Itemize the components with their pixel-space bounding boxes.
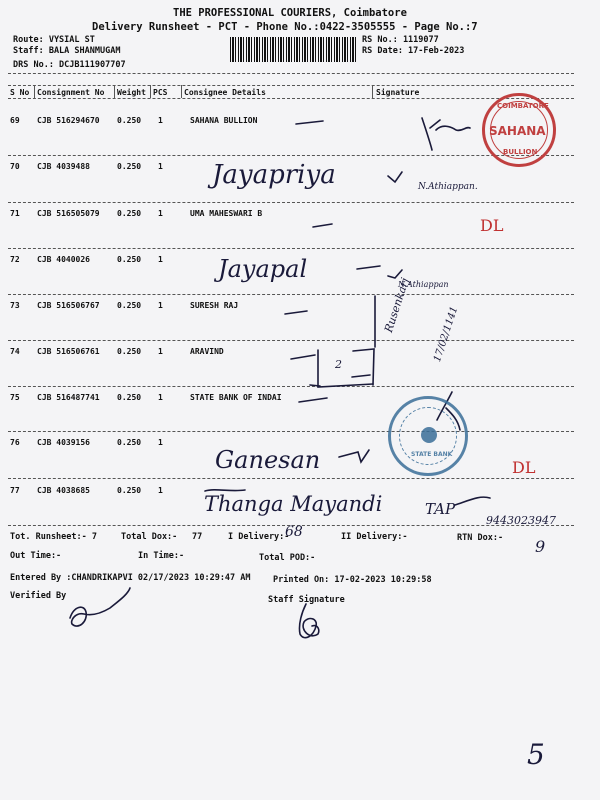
stamp-top-text: COIMBATORE bbox=[497, 102, 549, 110]
row-weight: 0.250 bbox=[117, 162, 142, 171]
row-weight: 0.250 bbox=[117, 438, 142, 447]
row-details: STATE BANK OF INDAI bbox=[190, 393, 282, 402]
printed-on: Printed On: 17-02-2023 10:29:58 bbox=[273, 575, 432, 585]
handwritten-vertical: Rusenkarj bbox=[382, 276, 412, 335]
out-time: Out Time:- bbox=[10, 551, 62, 561]
row-cons: CJB 4039156 bbox=[37, 438, 90, 447]
row-details: ARAVIND bbox=[190, 347, 224, 356]
handwritten-name: Jayapal bbox=[218, 255, 308, 283]
i-delivery: I Delivery:- bbox=[228, 532, 290, 542]
tot-runsheet: Tot. Runsheet:- 7 bbox=[10, 532, 97, 542]
row-sno: 77 bbox=[10, 486, 20, 495]
row-weight: 0.250 bbox=[117, 486, 142, 495]
row-cons: CJB 516505079 bbox=[37, 209, 100, 218]
staff-signature-label: Staff Signature bbox=[268, 595, 345, 605]
row-sno: 76 bbox=[10, 438, 20, 447]
handwritten-mark: TAP bbox=[425, 500, 456, 518]
handwritten-number: 9 bbox=[535, 537, 546, 556]
row-pcs: 1 bbox=[158, 255, 163, 264]
stamp-bottom-text: BULLION bbox=[503, 148, 538, 156]
handwritten-vertical: 17/02/1141 bbox=[432, 305, 461, 364]
handwritten-name: N.Athiappan. bbox=[418, 182, 478, 192]
row-sno: 72 bbox=[10, 255, 20, 264]
company-stamp bbox=[482, 93, 556, 167]
handwritten-mark: DL bbox=[512, 458, 536, 477]
bank-stamp bbox=[388, 396, 468, 476]
rs-date: RS Date: 17-Feb-2023 bbox=[362, 46, 465, 56]
row-weight: 0.250 bbox=[117, 347, 142, 356]
row-details: SURESH RAJ bbox=[190, 301, 239, 310]
row-cons: CJB 516506767 bbox=[37, 301, 100, 310]
row-pcs: 1 bbox=[158, 347, 163, 356]
handwritten-mark: DL bbox=[480, 216, 504, 235]
row-pcs: 1 bbox=[158, 116, 163, 125]
drs-text: DRS No.: DCJB111907707 bbox=[13, 60, 126, 70]
total-dox-label: Total Dox:- bbox=[121, 532, 178, 542]
handwritten-name: Thanga Mayandi bbox=[204, 492, 383, 516]
row-weight: 0.250 bbox=[117, 255, 142, 264]
staff-text: Staff: BALA SHANMUGAM bbox=[13, 46, 121, 56]
row-cons: CJB 4039488 bbox=[37, 162, 90, 171]
row-pcs: 1 bbox=[158, 438, 163, 447]
total-pod: Total POD:- bbox=[259, 553, 316, 563]
entered-by: Entered By :CHANDRIKAPVI 02/17/2023 10:29:47 AM bbox=[10, 573, 251, 583]
handwritten-number: 2 bbox=[335, 358, 342, 371]
row-cons: CJB 516487741 bbox=[37, 393, 100, 402]
row-pcs: 1 bbox=[158, 486, 163, 495]
col-consignee: Consignee Details bbox=[184, 88, 266, 97]
row-pcs: 1 bbox=[158, 162, 163, 171]
row-pcs: 1 bbox=[158, 209, 163, 218]
row-sno: 70 bbox=[10, 162, 20, 171]
handwritten-phone: 9443023947 bbox=[486, 514, 556, 527]
row-cons: CJB 516506761 bbox=[37, 347, 100, 356]
row-sno: 69 bbox=[10, 116, 20, 125]
row-pcs: 1 bbox=[158, 393, 163, 402]
ii-delivery: II Delivery:- bbox=[341, 532, 408, 542]
route-text: Route: VYSIAL ST bbox=[13, 35, 95, 45]
row-cons: CJB 4040026 bbox=[37, 255, 90, 264]
col-signature: Signature bbox=[376, 88, 420, 97]
col-consignment: Consignment No bbox=[37, 88, 105, 97]
row-sno: 75 bbox=[10, 393, 20, 402]
row-weight: 0.250 bbox=[117, 209, 142, 218]
row-sno: 74 bbox=[10, 347, 20, 356]
row-weight: 0.250 bbox=[117, 301, 142, 310]
stamp-main-text: SAHANA bbox=[489, 124, 546, 138]
handwritten-name: Jayapriya bbox=[212, 160, 336, 190]
col-weight: Weight bbox=[117, 88, 146, 97]
handwritten-name: N.Athiappan bbox=[398, 280, 449, 289]
col-sno: S No bbox=[10, 88, 30, 97]
verified-by: Verified By bbox=[10, 591, 67, 601]
row-weight: 0.250 bbox=[117, 393, 142, 402]
company-title: THE PROFESSIONAL COURIERS, Coimbatore bbox=[173, 7, 407, 19]
bank-logo-icon bbox=[421, 427, 437, 443]
total-dox-value: 77 bbox=[192, 532, 203, 542]
handwritten-number: 5 bbox=[527, 738, 545, 771]
row-pcs: 1 bbox=[158, 301, 163, 310]
rs-no: RS No.: 1119077 bbox=[362, 35, 439, 45]
runsheet-subtitle: Delivery Runsheet - PCT - Phone No.:0422-3505555 - Page No.:7 bbox=[92, 21, 478, 33]
row-sno: 73 bbox=[10, 301, 20, 310]
rtn-dox: RTN Dox:- bbox=[457, 533, 504, 543]
col-pcs: PCS bbox=[153, 88, 168, 97]
handwritten-number: 68 bbox=[285, 524, 303, 540]
row-sno: 71 bbox=[10, 209, 20, 218]
row-cons: CJB 516294670 bbox=[37, 116, 100, 125]
in-time: In Time:- bbox=[138, 551, 185, 561]
row-weight: 0.250 bbox=[117, 116, 142, 125]
row-details: SAHANA BULLION bbox=[190, 116, 258, 125]
bank-stamp-text: STATE BANK bbox=[411, 451, 453, 458]
handwritten-name: Ganesan bbox=[215, 446, 321, 474]
row-details: UMA MAHESWARI B bbox=[190, 209, 263, 218]
row-cons: CJB 4038685 bbox=[37, 486, 90, 495]
